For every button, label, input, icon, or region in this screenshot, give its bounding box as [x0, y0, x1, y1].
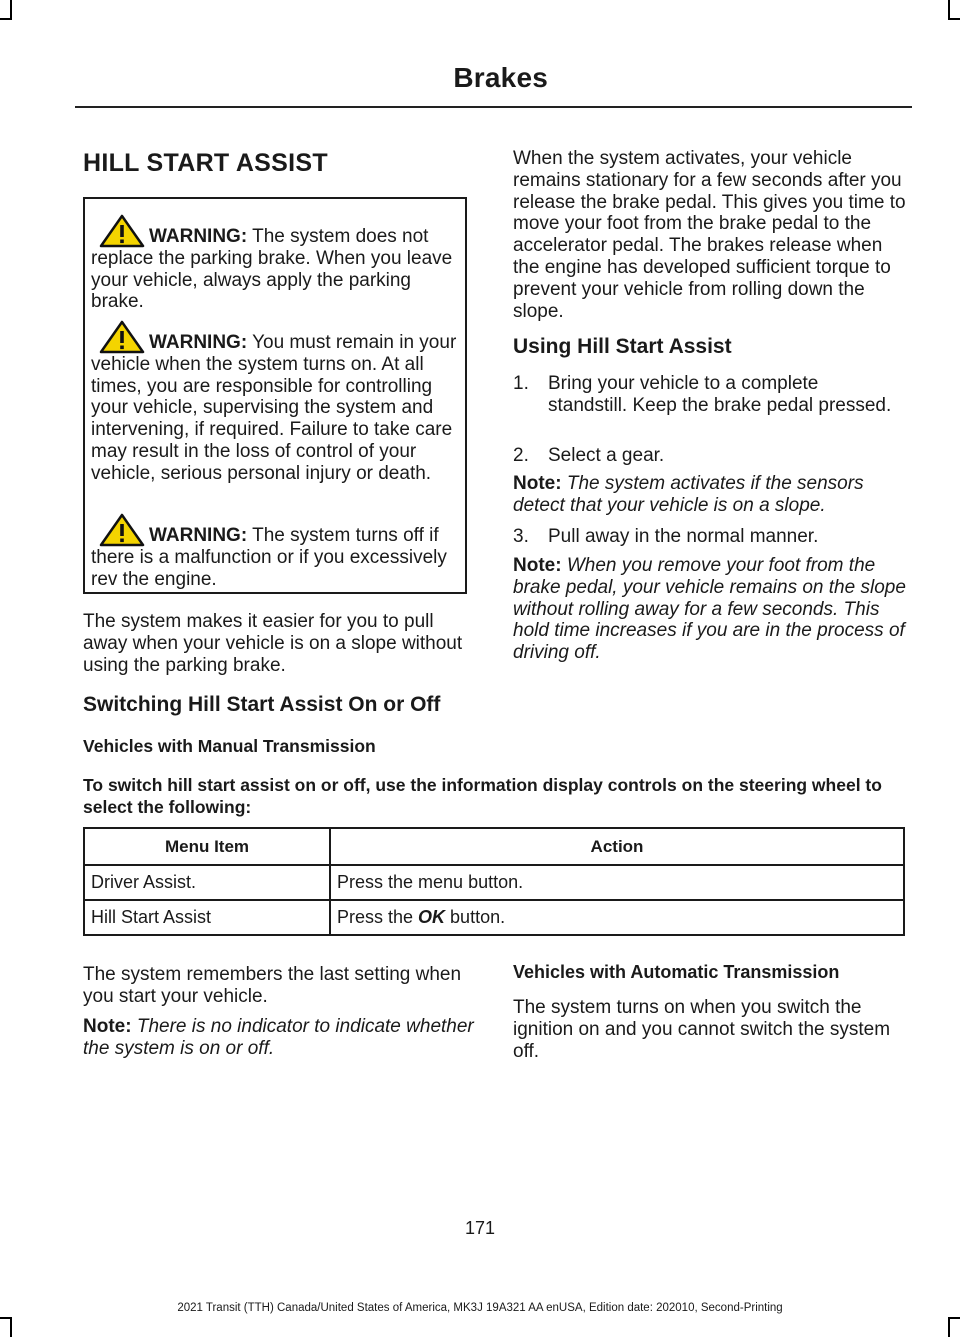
warning-triangle-icon	[99, 320, 145, 354]
column-header: Menu Item	[84, 828, 330, 865]
step-text: Bring your vehicle to a complete standstill. Keep the brake pedal pressed.	[548, 373, 892, 416]
note-hold-time	[513, 555, 909, 664]
action-cell: Press the OK button.	[330, 900, 904, 935]
table-header-row	[84, 828, 904, 865]
column-header: Action	[330, 828, 904, 865]
note-label: Note:	[513, 555, 562, 576]
note-indicator	[83, 1016, 475, 1060]
warning-label: WARNING:	[149, 332, 248, 353]
note-text: There is no indicator to indicate whether the system is on or off.	[83, 1016, 474, 1059]
note-text: The system activates if the sensors detect that your vehicle is on a slope.	[513, 473, 864, 516]
automatic-paragraph: The system turns on when you switch the ignition on and you cannot switch the system off.	[513, 997, 891, 1062]
switching-heading: Switching Hill Start Assist On or Off	[83, 693, 441, 716]
warning-text: The system turns off if there is a malfunction or if you excessively rev the engine.	[91, 525, 447, 590]
warning-1	[91, 226, 465, 313]
warning-text: The system does not replace the parking brake. When you leave your vehicle, always apply the parking brake.	[91, 226, 453, 313]
step-number: 2.	[513, 445, 529, 466]
crop-mark	[948, 18, 960, 20]
warning-3	[91, 525, 465, 590]
header-divider	[75, 106, 912, 108]
crop-mark	[948, 0, 950, 20]
warning-triangle-icon	[99, 214, 145, 248]
crop-mark	[0, 1317, 12, 1319]
chapter-title: Brakes	[453, 62, 548, 93]
using-heading: Using Hill Start Assist	[513, 335, 732, 358]
note-text: When you remove your foot from the brake pedal, your vehicle remains on the slope without rolling away for a few seconds. This hold time increases if you are in the process of driving off.	[513, 555, 906, 664]
footer-text: 2021 Transit (TTH) Canada/United States of America, MK3J 19A321 AA enUSA, Edition date: 202010, Second-Printing	[177, 1302, 783, 1314]
section-title: HILL START ASSIST	[83, 149, 328, 177]
automatic-transmission-heading: Vehicles with Automatic Transmission	[513, 962, 840, 982]
step-text: Select a gear.	[548, 445, 665, 466]
table-row	[84, 865, 904, 900]
crop-mark	[10, 1317, 12, 1337]
intro-paragraph: The system makes it easier for you to pull away when your vehicle is on a slope without using the parking brake.	[83, 611, 463, 676]
warning-triangle-icon	[99, 513, 145, 547]
menu-table	[83, 827, 905, 936]
note-label: Note:	[83, 1016, 132, 1037]
step-number: 3.	[513, 526, 529, 547]
crop-mark	[948, 1317, 960, 1319]
note-label: Note:	[513, 473, 562, 494]
crop-mark	[0, 18, 12, 20]
warning-label: WARNING:	[149, 226, 248, 247]
warning-2	[91, 332, 465, 485]
menu-item-cell: Driver Assist.	[84, 865, 330, 900]
manual-transmission-heading: Vehicles with Manual Transmission	[83, 736, 376, 756]
remember-paragraph: The system remembers the last setting when you start your vehicle.	[83, 964, 462, 1007]
warning-text: You must remain in your vehicle when the system turns on. At all times, you are responsible for controlling your vehicle, supervising the system and intervening, if required. Failure to take care may result in the loss of control of your vehicle, serious personal injury or death.	[91, 332, 457, 484]
activation-paragraph: When the system activates, your vehicle remains stationary for a few seconds after you release the brake pedal. This gives you time to move your foot from the brake pedal to the accelerator pedal. The brakes release when the engine has developed sufficient torque to prevent your vehicle from rolling down the slope.	[513, 148, 906, 322]
action-cell: Press the menu button.	[330, 865, 904, 900]
warning-label: WARNING:	[149, 525, 248, 546]
table-row	[84, 900, 904, 935]
menu-item-cell: Hill Start Assist	[84, 900, 330, 935]
note-sensors	[513, 473, 909, 517]
switching-instruction: To switch hill start assist on or off, use the information display controls on the steering wheel to select the following:	[83, 775, 882, 817]
page-number: 171	[464, 1218, 496, 1238]
crop-mark	[948, 1317, 950, 1337]
warning-box	[83, 197, 467, 594]
step-text: Pull away in the normal manner.	[548, 526, 819, 547]
step-number: 1.	[513, 373, 529, 394]
crop-mark	[10, 0, 12, 20]
